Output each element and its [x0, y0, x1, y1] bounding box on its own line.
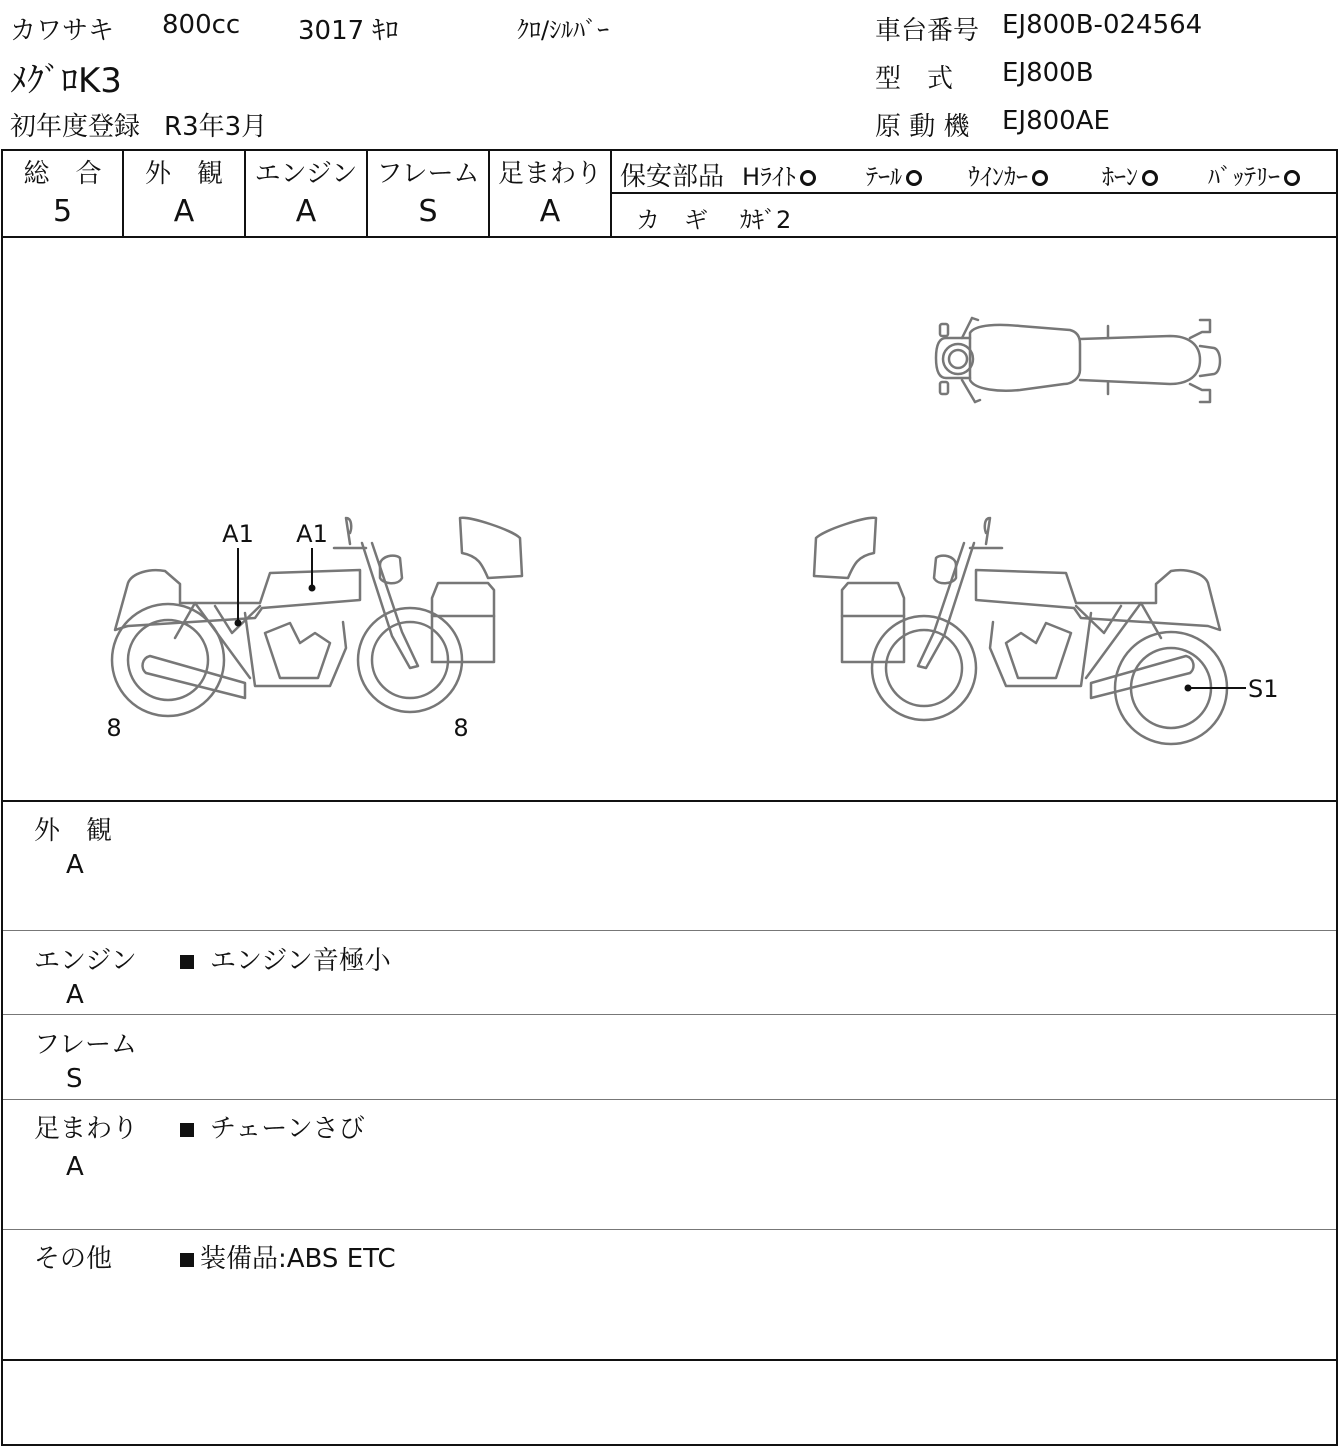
divider-section-2	[3, 1014, 1336, 1015]
type-value: EJ800B	[1002, 58, 1094, 88]
divider-bottom	[1, 1359, 1338, 1361]
note-text: 装備品:ABS ETC	[200, 1244, 396, 1274]
ok-circle-icon	[1032, 170, 1048, 186]
section-note-other	[180, 1238, 396, 1275]
safety-item-headlight	[742, 157, 816, 192]
safety-item-name: ｳｲﾝｶｰ	[968, 163, 1028, 191]
section-grade-exterior: A	[66, 850, 84, 880]
safety-item-battery	[1208, 157, 1300, 192]
safety-item-name: ﾊﾞｯﾃﾘｰ	[1208, 163, 1280, 191]
tire-mark-rear: 8	[106, 714, 122, 742]
divider-section-4	[3, 1229, 1336, 1230]
first-registration-label: 初年度登録	[10, 112, 141, 142]
safety-item-tail	[866, 157, 922, 192]
bullet-square-icon	[180, 955, 194, 969]
color: ｸﾛ/ｼﾙﾊﾞｰ	[517, 16, 610, 44]
grade-label-engine: エンジン	[254, 159, 358, 189]
ok-circle-icon	[1284, 170, 1300, 186]
section-label-engine: エンジン	[34, 946, 137, 976]
safety-item-horn	[1102, 157, 1158, 192]
divider-section-1	[3, 930, 1336, 931]
grade-value-suspension: A	[539, 194, 561, 229]
grade-value-frame: S	[418, 194, 438, 229]
mark-a1-right: A1	[296, 520, 328, 548]
note-text: チェーンさび	[210, 1114, 365, 1144]
tire-mark-front: 8	[453, 714, 469, 742]
motorcycle-right-view	[814, 518, 1227, 744]
section-label-suspension: 足まわり	[34, 1114, 139, 1144]
displacement: 800cc	[162, 10, 241, 40]
engine-value: EJ800AE	[1002, 106, 1110, 136]
divider-section-3	[3, 1099, 1336, 1100]
section-grade-engine: A	[66, 980, 84, 1010]
model-name: ﾒｸﾞﾛK3	[10, 61, 122, 101]
ok-circle-icon	[800, 170, 816, 186]
grade-value-exterior: A	[173, 194, 195, 229]
type-label: 型 式	[875, 64, 954, 94]
motorcycle-diagram	[0, 238, 1341, 800]
maker: カワサキ	[10, 16, 115, 46]
section-note-engine	[180, 940, 391, 977]
section-grade-suspension: A	[66, 1152, 84, 1182]
safety-parts-label: 保安部品	[620, 162, 725, 192]
safety-item-name: ﾃｰﾙ	[866, 163, 902, 191]
grade-value-engine: A	[295, 194, 317, 229]
mileage: 3017 ｷﾛ	[298, 16, 399, 46]
first-registration-value: R3年3月	[164, 112, 268, 142]
note-text: エンジン音極小	[210, 946, 391, 976]
section-label-exterior: 外 観	[34, 816, 113, 846]
mark-s1: S1	[1248, 675, 1279, 703]
section-label-frame: フレーム	[34, 1030, 137, 1060]
key-label: カ ギ	[636, 206, 708, 234]
motorcycle-top-view	[936, 318, 1220, 402]
grade-label-exterior: 外 観	[144, 159, 223, 189]
safety-item-winker	[968, 157, 1048, 192]
section-grade-frame: S	[66, 1064, 83, 1094]
key-value: ｶｷﾞ2	[740, 206, 792, 234]
bullet-square-icon	[180, 1123, 194, 1137]
safety-item-name: Hﾗｲﾄ	[742, 163, 797, 191]
frame-no-value: EJ800B-024564	[1002, 10, 1203, 40]
section-label-other: その他	[34, 1244, 113, 1274]
grade-value-overall: 5	[52, 194, 73, 229]
ok-circle-icon	[906, 170, 922, 186]
divider-diagram	[1, 800, 1338, 802]
bullet-square-icon	[180, 1253, 194, 1267]
grade-label-overall: 総 合	[23, 159, 102, 189]
safety-item-name: ﾎｰﾝ	[1102, 163, 1138, 191]
engine-label: 原 動 機	[875, 112, 970, 142]
section-note-suspension	[180, 1108, 365, 1145]
frame-no-label: 車台番号	[875, 16, 980, 46]
ok-circle-icon	[1142, 170, 1158, 186]
grade-label-frame: フレーム	[376, 159, 480, 189]
mark-a1-left: A1	[222, 520, 254, 548]
grade-label-suspension: 足まわり	[497, 159, 602, 189]
